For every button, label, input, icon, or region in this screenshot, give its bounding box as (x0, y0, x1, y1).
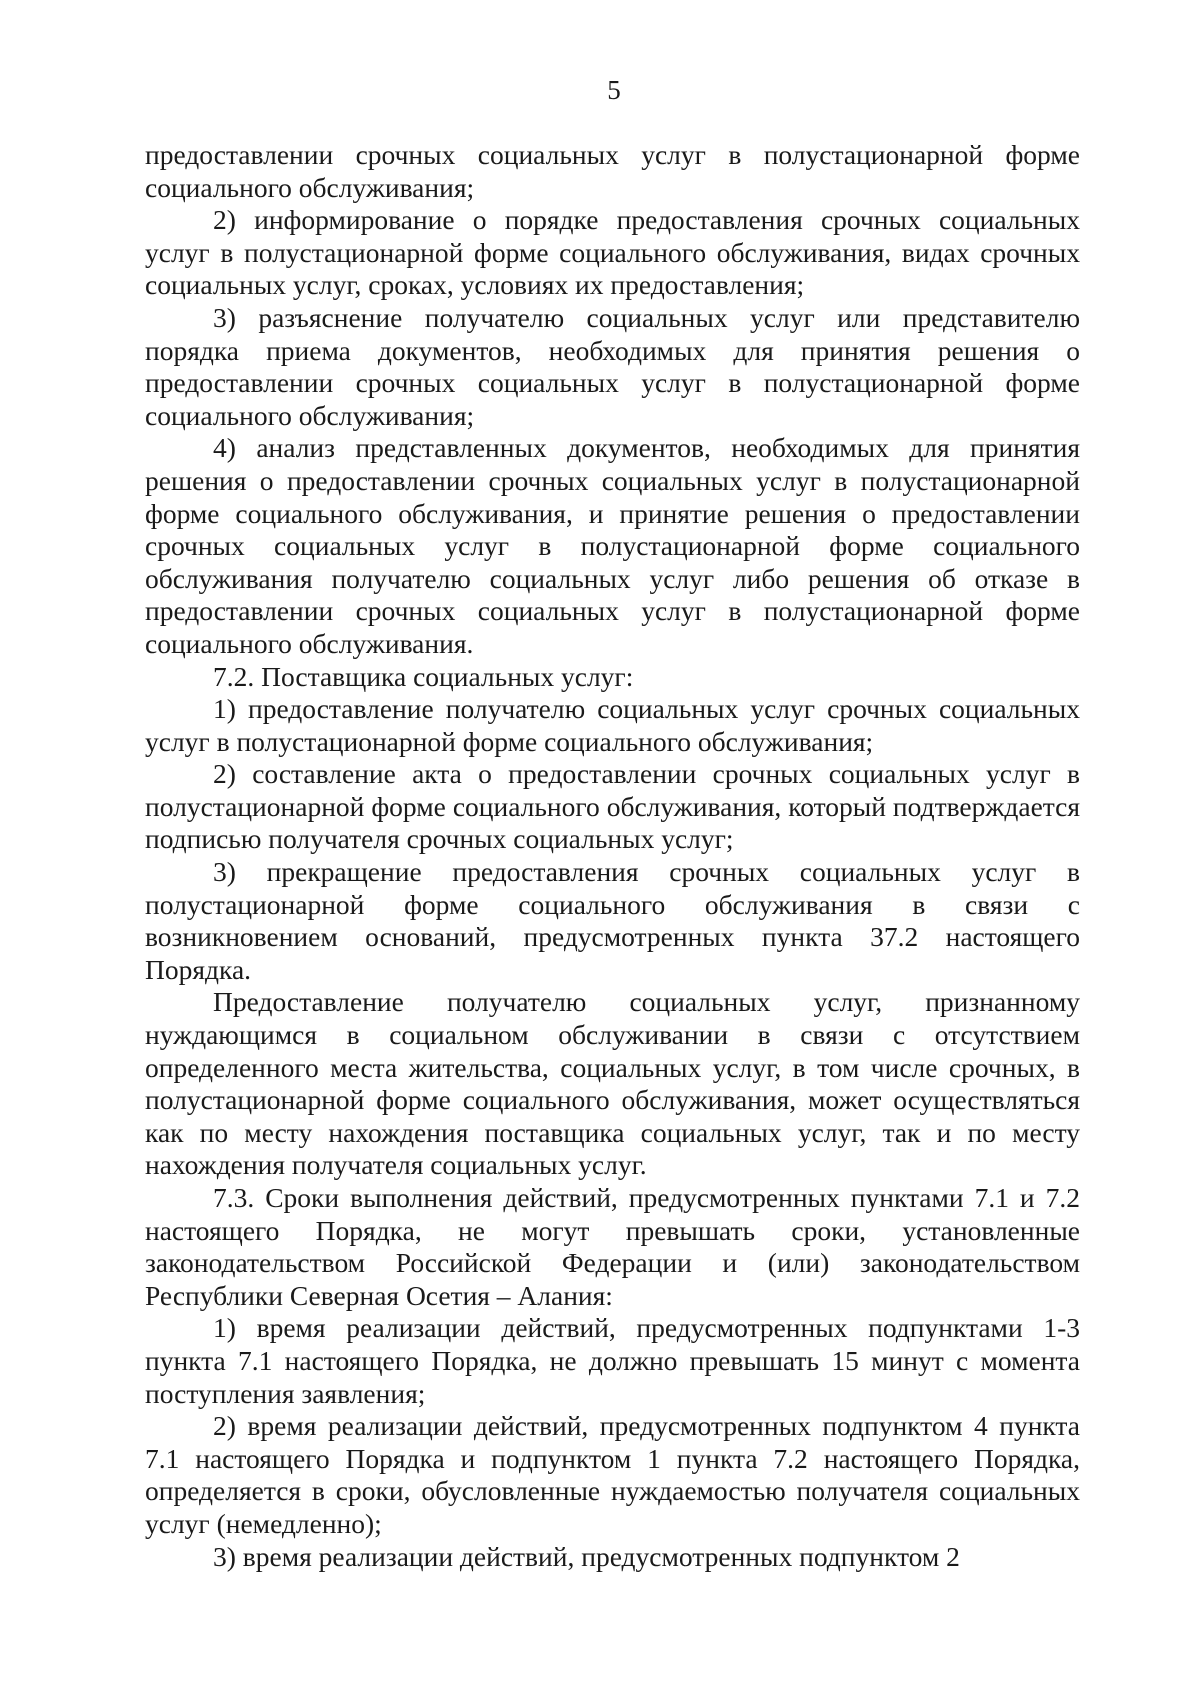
paragraph-7-2-item-2: 2) составление акта о предоставлении срочных социальных услуг в полустационарной форме социального обслуживания, который подтверждается подписью получателя срочных социальных услуг; (145, 758, 1080, 855)
paragraph-7-3-item-3: 3) время реализации действий, предусмотренных подпунктом 2 (213, 1540, 960, 1572)
paragraph-homeless-provision: Предоставление получателю социальных услуг, признанному нуждающимся в социальном обслуживании в связи с отсутствием определенного места жительства, социальных услуг, в том числе срочных, в полустационарной форме социального обслуживания, может осуществляться как по месту нахождения поставщика социальных услуг, так и по месту нахождения получателя социальных услуг. (145, 986, 1080, 1181)
paragraph-item-4-analysis: 4) анализ представленных документов, необходимых для принятия решения о предоставлении срочных социальных услуг в полустационарной форме социального обслуживания, и принятие решения о предоставлении срочных социальных услуг в полустационарной форме социального обслуживания получателю социальных услуг либо решения об отказе в предоставлении срочных социальных услуг в полустационарной форме социального обслуживания. (145, 432, 1080, 659)
paragraph-item-2-informing: 2) информирование о порядке предоставления срочных социальных услуг в полустационарной форме социального обслуживания, видах срочных социальных услуг, сроках, условиях их предоставления; (145, 204, 1080, 301)
page-number: 5 (607, 75, 621, 105)
paragraph-7-3-item-2: 2) время реализации действий, предусмотренных подпунктом 4 пункта 7.1 настоящего Порядка и подпунктом 1 пункта 7.2 настоящего Порядка, определяется в сроки, обусловленные нуждаемостью получателя социальных услуг (немедленно); (145, 1410, 1080, 1539)
paragraph-7-2-item-3: 3) прекращение предоставления срочных социальных услуг в полустационарной форме социального обслуживания в связи с возникновением оснований, предусмотренных пункта 37.2 настоящего Порядка. (145, 856, 1080, 985)
paragraph-item-3-explanation: 3) разъяснение получателю социальных услуг или представителю порядка приема документов, необходимых для принятия решения о предоставлении срочных социальных услуг в полустационарной форме социального обслуживания; (145, 301, 1080, 431)
paragraph-7-3-item-1: 1) время реализации действий, предусмотренных подпунктами 1-3 пункта 7.1 настоящего Порядка, не должно превышать 15 минут с момента поступления заявления; (145, 1312, 1080, 1409)
document-body (145, 139, 1080, 1573)
paragraph-continued: предоставлении срочных социальных услуг в полустационарной форме социального обслуживания; (145, 139, 1080, 203)
paragraph-section-7-3: 7.3. Сроки выполнения действий, предусмотренных пунктами 7.1 и 7.2 настоящего Порядка, не могут превышать сроки, установленные законодательством Российской Федерации и (или) законодательством Республики Северная Осетия – Алания: (145, 1182, 1080, 1311)
paragraph-section-7-2: 7.2. Поставщика социальных услуг: (213, 660, 634, 692)
paragraph-7-2-item-1: 1) предоставление получателю социальных услуг срочных социальных услуг в полустационарной форме социального обслуживания; (145, 693, 1080, 757)
